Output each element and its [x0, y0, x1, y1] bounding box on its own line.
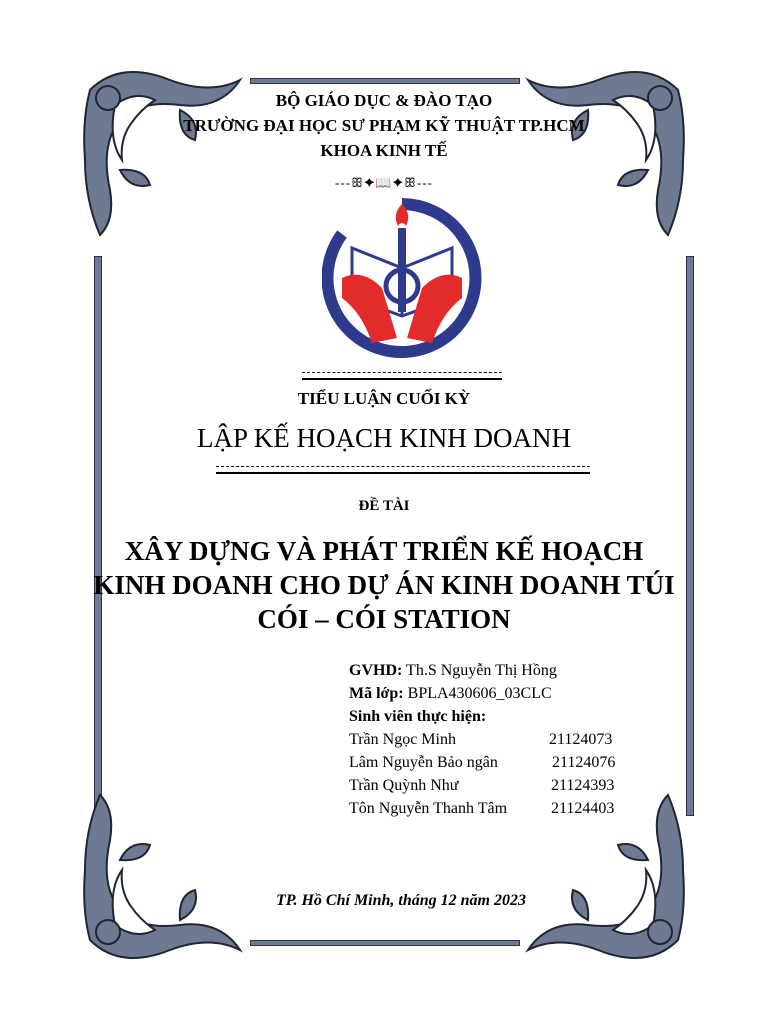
header-ornament: ---ꕥ✦📖✦ꕥ---	[335, 175, 433, 190]
university-logo	[322, 198, 482, 358]
class-label: Mã lớp:	[349, 685, 404, 702]
class-row	[349, 682, 669, 705]
ministry-name: BỘ GIÁO DỤC & ĐÀO TẠO	[275, 91, 493, 110]
frame-corner-ornament-bottom-left	[60, 790, 250, 980]
student-name: Tôn Nguyễn Thanh Tâm	[349, 800, 508, 817]
advisor-name: Th.S Nguyễn Thị Hồng	[402, 662, 557, 679]
essay-type: TIỂU LUẬN CUỐI KỲ	[297, 389, 471, 408]
place-and-date: TP. Hồ Chí Minh, tháng 12 năm 2023	[276, 892, 526, 909]
student-id: 21124076	[552, 754, 616, 771]
student-row	[349, 751, 669, 774]
class-code: BPLA430606_03CLC	[403, 685, 552, 702]
student-name: Lâm Nguyễn Bảo ngân	[349, 754, 498, 771]
students-label: Sinh viên thực hiện:	[349, 708, 487, 725]
frame-top-bar	[250, 78, 520, 84]
student-name: Trần Quỳnh Như	[349, 777, 459, 794]
subject-dashed-rule	[216, 466, 590, 467]
title-top-dashed-rule	[302, 372, 502, 373]
student-row	[349, 797, 669, 820]
subject-title: LẬP KẾ HOẠCH KINH DOANH	[197, 423, 571, 453]
student-name: Trần Ngọc Minh	[349, 731, 456, 748]
student-id: 21124403	[551, 800, 615, 817]
student-row	[349, 728, 669, 751]
topic-label: ĐỀ TÀI	[358, 498, 410, 514]
student-id: 21124073	[549, 731, 613, 748]
project-info	[349, 659, 669, 820]
topic-line-2: KINH DOANH CHO DỰ ÁN KINH DOANH TÚI	[93, 570, 675, 600]
advisor-row	[349, 659, 669, 682]
advisor-label: GVHD:	[349, 662, 403, 679]
frame-bottom-bar	[250, 940, 520, 946]
university-name: TRƯỜNG ĐẠI HỌC SƯ PHẠM KỸ THUẬT TP.HCM	[183, 116, 585, 135]
topic-line-1: XÂY DỰNG VÀ PHÁT TRIỂN KẾ HOẠCH	[124, 536, 644, 566]
topic-line-3: CÓI – CÓI STATION	[257, 604, 511, 634]
student-row	[349, 774, 669, 797]
subject-solid-rule	[216, 472, 590, 474]
student-id: 21124393	[551, 777, 615, 794]
faculty-name: KHOA KINH TẾ	[320, 141, 448, 160]
title-top-solid-rule	[302, 378, 502, 380]
students-row	[349, 705, 669, 728]
